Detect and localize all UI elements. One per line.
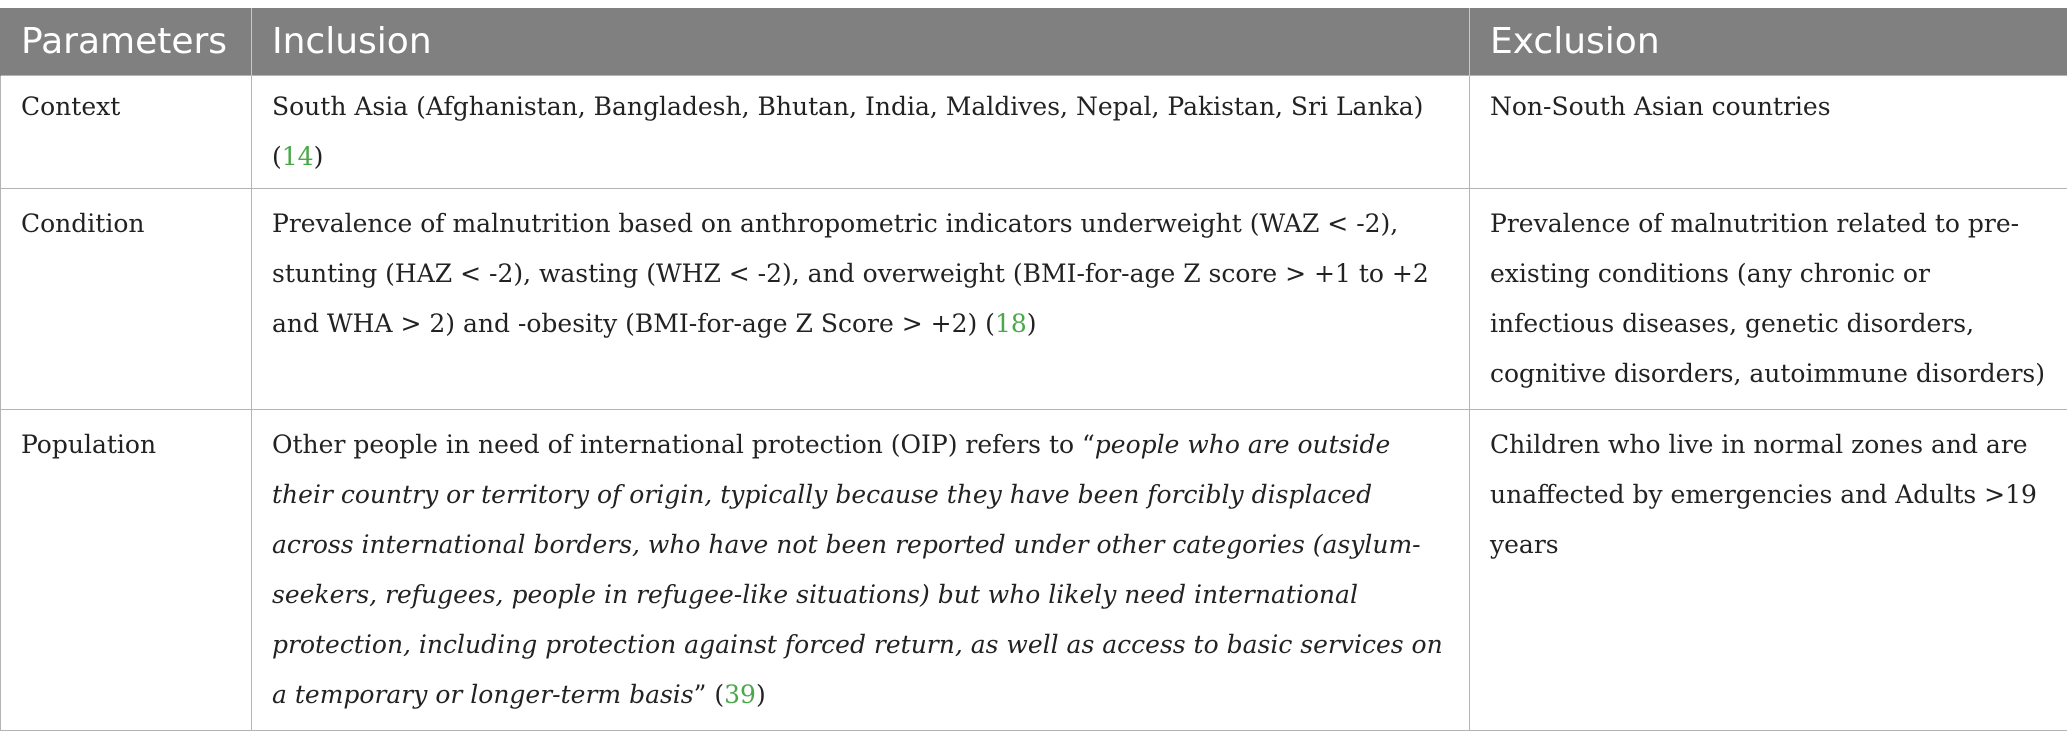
inclusion-cell	[252, 409, 1470, 730]
header-exclusion: Exclusion	[1470, 8, 2067, 75]
inclusion-lead: Other people in need of international protection (OIP) refers to “	[272, 430, 1095, 459]
reference-link[interactable]: 18	[995, 309, 1027, 338]
reference-link[interactable]: 39	[724, 680, 756, 709]
exclusion-cell: Children who live in normal zones and are unaffected by emergencies and Adults >19 years	[1470, 409, 2067, 730]
inclusion-cell	[252, 75, 1470, 188]
exclusion-cell: Prevalence of malnutrition related to pre-existing conditions (any chronic or infectious diseases, genetic disorders, cognitive disorders, autoimmune disorders)	[1470, 188, 2067, 409]
closing-paren: )	[1027, 309, 1037, 338]
closing-paren: )	[314, 142, 324, 171]
table-row	[1, 188, 2067, 409]
exclusion-cell: Non-South Asian countries	[1470, 75, 2067, 188]
header-inclusion: Inclusion	[252, 8, 1470, 75]
parameter-cell: Condition	[1, 188, 252, 409]
inclusion-text: South Asia (Afghanistan, Bangladesh, Bhutan, India, Maldives, Nepal, Pakistan, Sri Lanka) (	[272, 92, 1423, 171]
quote-close: ” (	[694, 680, 724, 709]
inclusion-cell	[252, 188, 1470, 409]
criteria-table	[0, 8, 2067, 731]
inclusion-text: Prevalence of malnutrition based on anthropometric indicators underweight (WAZ < -2), stunting (HAZ < -2), wasting (WHZ < -2), and overweight (BMI-for-age Z score > +1 to +2 and WHA > 2) and -obesity (BMI-for-age Z Score > +2) (	[272, 209, 1429, 338]
header-row	[1, 8, 2067, 75]
parameter-cell: Context	[1, 75, 252, 188]
table-row	[1, 75, 2067, 188]
reference-link[interactable]: 14	[282, 142, 314, 171]
parameter-cell: Population	[1, 409, 252, 730]
closing-paren: )	[756, 680, 766, 709]
oip-definition-quote: people who are outside their country or territory of origin, typically because they have been forcibly displaced across international borders, who have not been reported under other categories (asylum-seekers, refugees, people in refugee-like situations) but who likely need international protection, including protection against forced return, as well as access to basic services on a temporary or longer-term basis	[272, 430, 1443, 709]
header-parameters: Parameters	[1, 8, 252, 75]
table-row	[1, 409, 2067, 730]
